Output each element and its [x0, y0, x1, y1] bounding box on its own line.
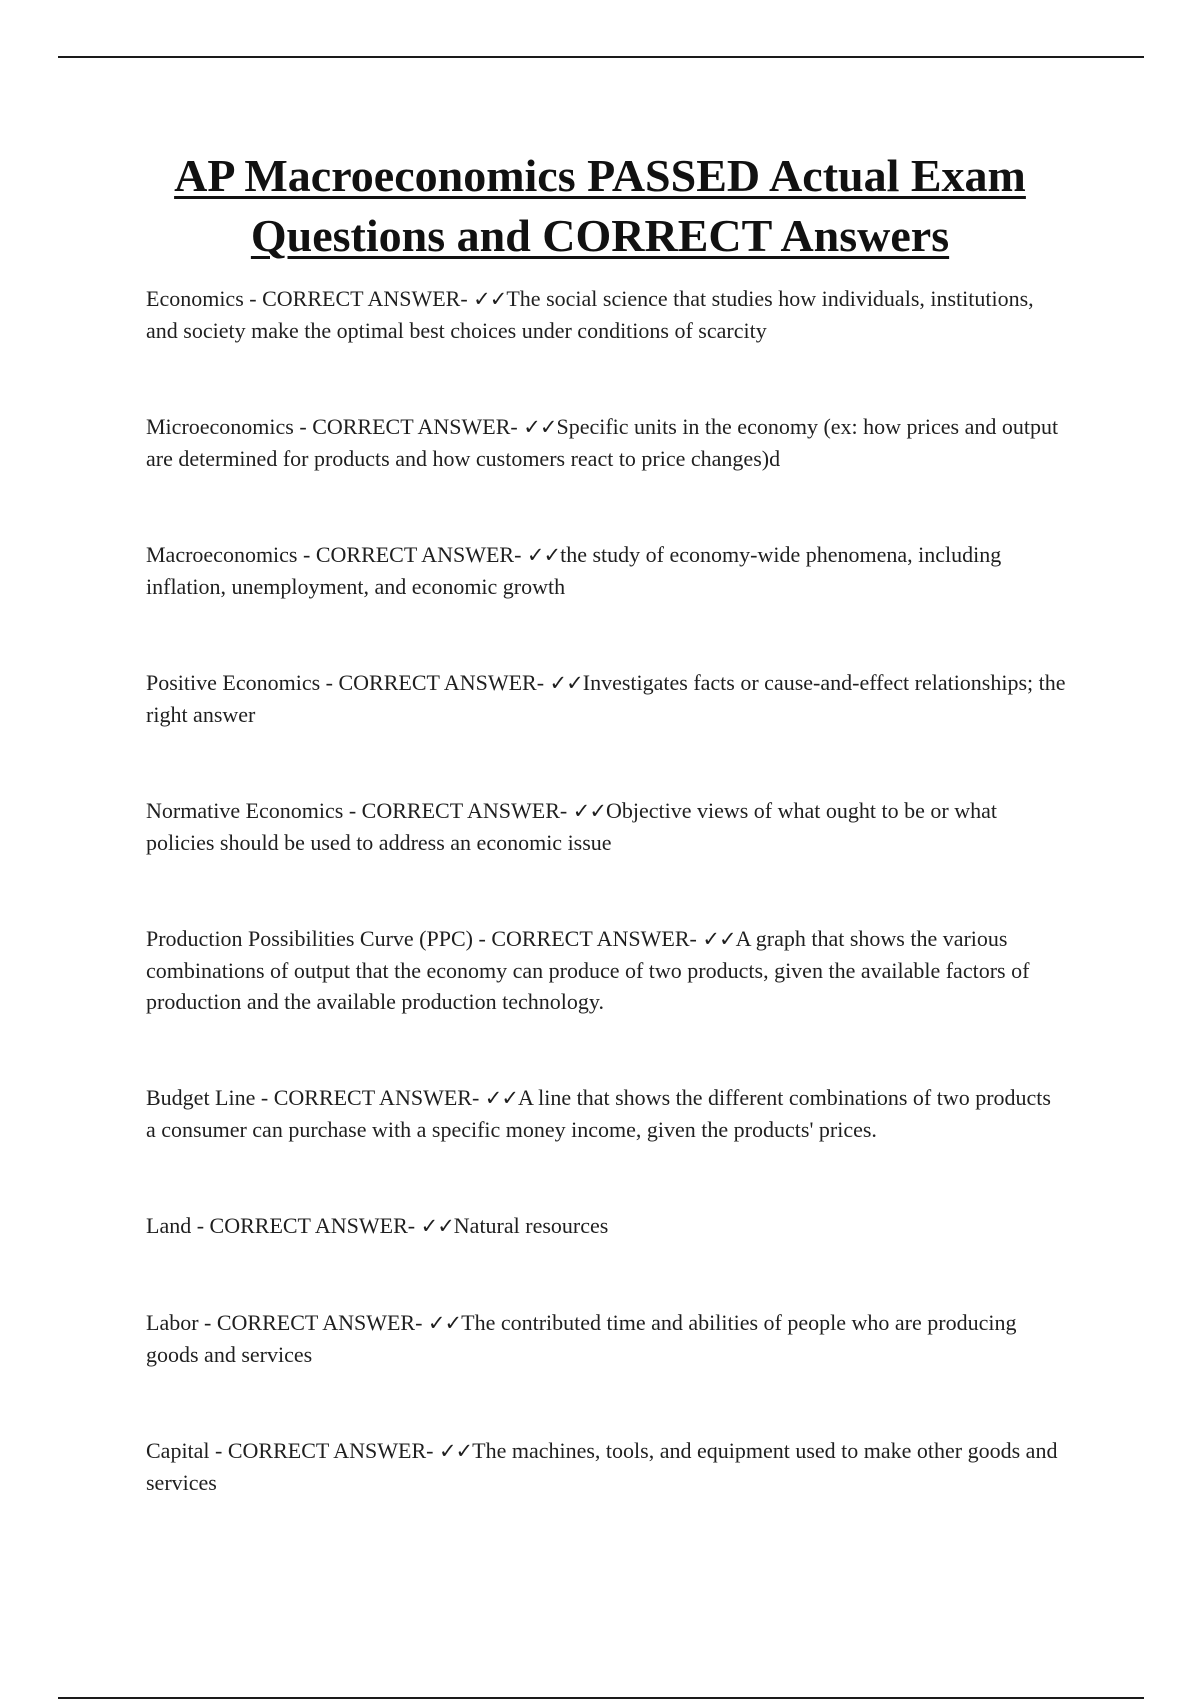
answer-marker: CORRECT ANSWER- — [361, 798, 568, 823]
qa-item-microeconomics: Microeconomics - CORRECT ANSWER- ✓✓Specific units in the economy (ex: how prices and output are determined for products and how customers react to price changes)d — [146, 414, 1059, 471]
qa-item-land: Land - CORRECT ANSWER- ✓✓Natural resources — [146, 1213, 609, 1238]
definition: the study of economy-wide phenomena, including inflation, unemployment, and economic growth — [146, 542, 1002, 599]
term: Budget Line — [146, 1085, 256, 1110]
check-icon: ✓✓ — [526, 543, 561, 567]
qa-item-economics: Economics - CORRECT ANSWER- ✓✓The social science that studies how individuals, institutions, and society make the optimal best choices under conditions of scarcity — [146, 286, 1034, 343]
check-icon: ✓✓ — [473, 287, 507, 311]
check-icon: ✓✓ — [427, 1311, 462, 1335]
check-icon: ✓✓ — [702, 927, 736, 951]
answer-marker: CORRECT ANSWER- — [338, 670, 545, 695]
bottom-divider — [58, 1697, 1144, 1699]
qa-item-normative-economics: Normative Economics - CORRECT ANSWER- ✓✓Objective views of what ought to be or what policies should be used to address an economic issue — [146, 798, 997, 855]
term: Normative Economics — [146, 798, 344, 823]
answer-marker: CORRECT ANSWER- — [273, 1085, 480, 1110]
definition: Investigates facts or cause-and-effect relationships; the right answer — [146, 670, 1066, 727]
qa-item-budget-line: Budget Line - CORRECT ANSWER- ✓✓A line that shows the different combinations of two products a consumer can purchase with a specific money income, given the products' prices. — [146, 1085, 1051, 1142]
answer-marker: CORRECT ANSWER- — [491, 926, 697, 951]
check-icon: ✓✓ — [549, 671, 583, 695]
top-divider — [58, 56, 1144, 58]
answer-marker: CORRECT ANSWER- — [227, 1438, 434, 1463]
check-icon: ✓✓ — [420, 1214, 454, 1238]
answer-marker: CORRECT ANSWER- — [312, 414, 518, 439]
definition: The contributed time and abilities of people who are producing goods and services — [146, 1310, 1017, 1367]
check-icon: ✓✓ — [572, 799, 606, 823]
definition: The social science that studies how individuals, institutions, and society make the optimal best choices under conditions of scarcity — [146, 286, 1034, 343]
term: Capital — [146, 1438, 210, 1463]
qa-item-ppc: Production Possibilities Curve (PPC) - CORRECT ANSWER- ✓✓A graph that shows the various combinations of output that the economy can produce of two products, given the available factors of production and the available production technology. — [146, 926, 1030, 1014]
term: Microeconomics — [146, 414, 294, 439]
definition: Objective views of what ought to be or what policies should be used to address an economic issue — [146, 798, 997, 855]
term: Macroeconomics — [146, 542, 298, 567]
qa-item-labor: Labor - CORRECT ANSWER- ✓✓The contributed time and abilities of people who are producing goods and services — [146, 1310, 1017, 1367]
qa-list — [146, 283, 1066, 1498]
term: Land — [146, 1213, 192, 1238]
answer-marker: CORRECT ANSWER- — [209, 1213, 416, 1238]
qa-item-positive-economics: Positive Economics - CORRECT ANSWER- ✓✓Investigates facts or cause-and-effect relationships; the right answer — [146, 670, 1066, 727]
definition: A graph that shows the various combinations of output that the economy can produce of two products, given the available factors of production and the available production technology. — [146, 926, 1030, 1014]
term: Production Possibilities Curve (PPC) — [146, 926, 473, 951]
answer-marker: CORRECT ANSWER- — [216, 1310, 423, 1335]
definition: The machines, tools, and equipment used to make other goods and services — [146, 1438, 1058, 1495]
qa-item-capital: Capital - CORRECT ANSWER- ✓✓The machines, tools, and equipment used to make other goods and services — [146, 1438, 1058, 1495]
definition: Specific units in the economy (ex: how prices and output are determined for products and how customers react to price changes)d — [146, 414, 1059, 471]
answer-marker: CORRECT ANSWER- — [262, 286, 468, 311]
check-icon: ✓✓ — [484, 1086, 518, 1110]
definition: A line that shows the different combinations of two products a consumer can purchase with a specific money income, given the products' prices. — [146, 1085, 1051, 1142]
check-icon: ✓✓ — [523, 415, 557, 439]
term: Economics — [146, 286, 244, 311]
answer-marker: CORRECT ANSWER- — [315, 542, 522, 567]
definition: Natural resources — [453, 1213, 609, 1238]
page-title: AP Macroeconomics PASSED Actual Exam Questions and CORRECT Answers — [174, 150, 1026, 261]
check-icon: ✓✓ — [438, 1439, 473, 1463]
qa-item-macroeconomics: Macroeconomics - CORRECT ANSWER- ✓✓the study of economy-wide phenomena, including inflation, unemployment, and economic growth — [146, 542, 1002, 599]
term: Positive Economics — [146, 670, 321, 695]
term: Labor — [146, 1310, 199, 1335]
